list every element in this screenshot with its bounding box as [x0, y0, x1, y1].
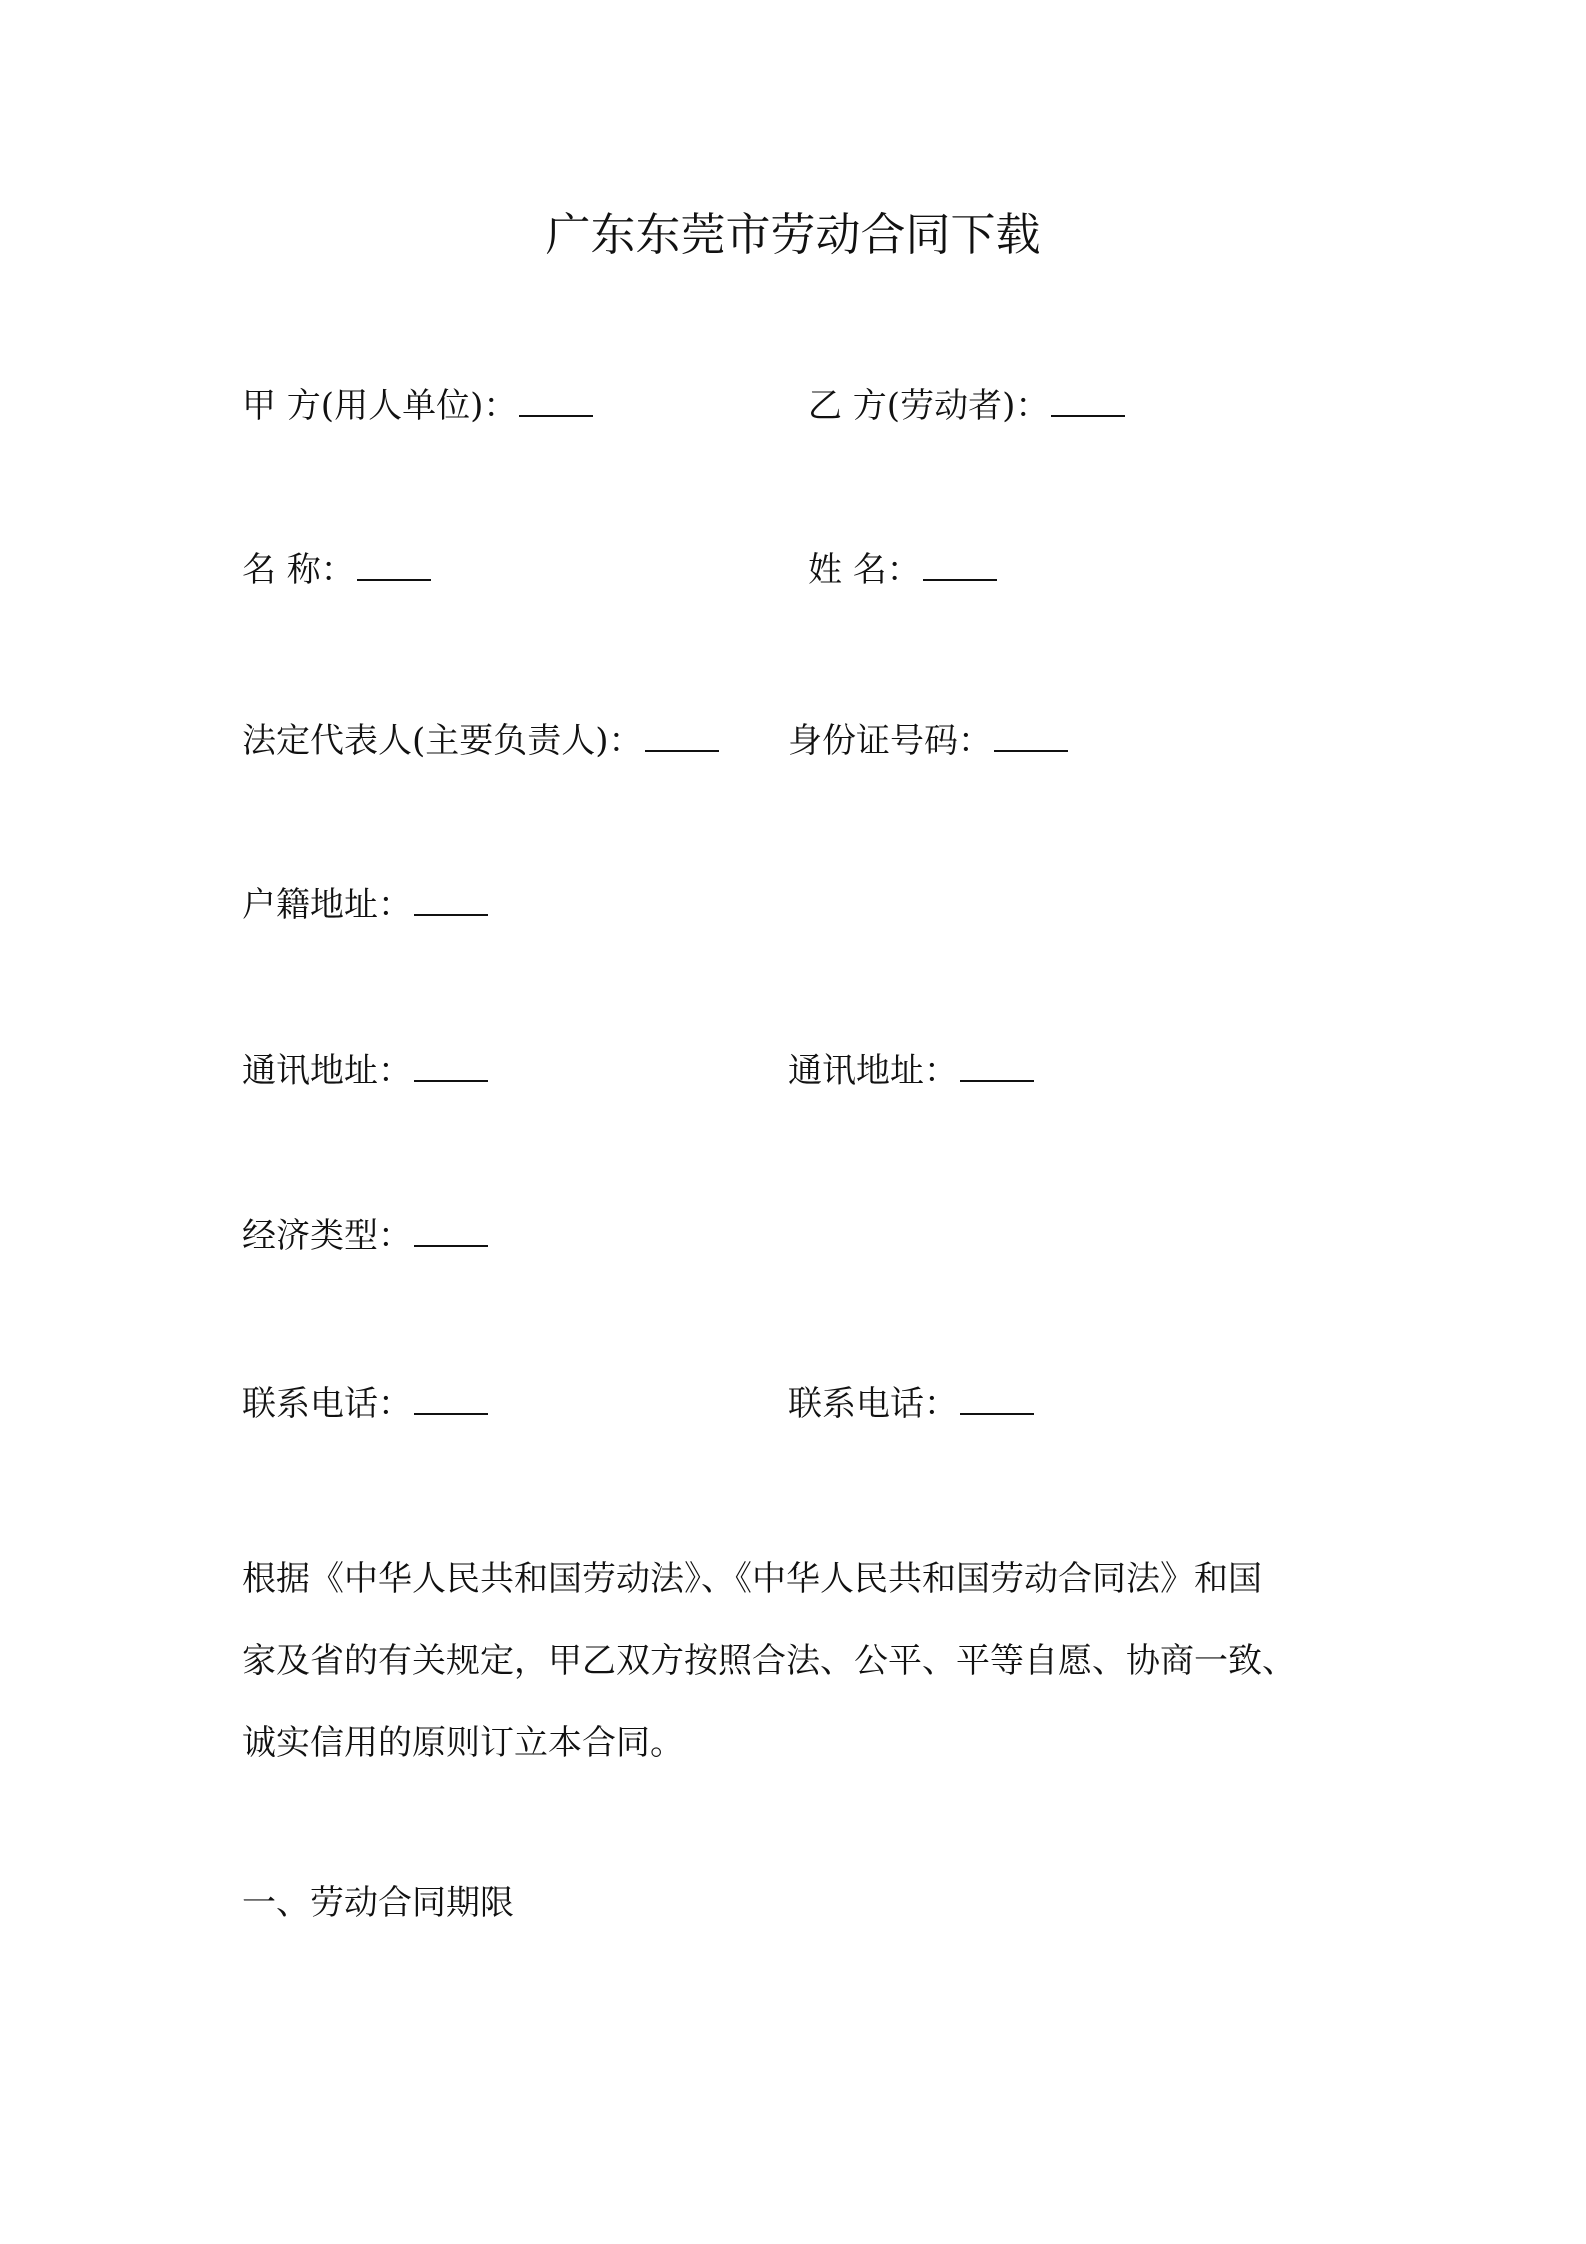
party-b-field — [808, 383, 1125, 429]
mail-address-a-blank[interactable] — [414, 1050, 488, 1082]
legal-rep-label: 法定代表人(主要负责人)： — [242, 721, 643, 761]
mail-address-a-field — [242, 1048, 488, 1094]
employee-name-label: 姓 名： — [808, 550, 921, 590]
party-b-blank[interactable] — [1051, 385, 1125, 417]
id-number-field — [788, 718, 1068, 764]
document-title: 广东东莞市劳动合同下载 — [545, 208, 1041, 261]
id-number-label: 身份证号码： — [788, 721, 992, 761]
mail-address-b-blank[interactable] — [960, 1050, 1034, 1082]
id-number-blank[interactable] — [994, 720, 1068, 752]
party-b-label: 乙 方(劳动者)： — [808, 386, 1050, 426]
household-address-label: 户籍地址： — [242, 885, 412, 925]
household-address-field — [242, 882, 488, 928]
intro-line-2: 家及省的有关规定，甲乙双方按照合法、公平、平等自愿、协商一致、 — [242, 1641, 1296, 1681]
mail-address-b-field — [788, 1048, 1034, 1094]
employee-name-field — [808, 547, 997, 593]
legal-rep-field — [242, 718, 719, 764]
economic-type-field — [242, 1213, 488, 1259]
intro-line-3: 诚实信用的原则订立本合同。 — [242, 1723, 684, 1763]
phone-b-blank[interactable] — [960, 1383, 1034, 1415]
company-name-field — [242, 547, 431, 593]
phone-a-label: 联系电话： — [242, 1384, 412, 1424]
intro-paragraph — [242, 1538, 1382, 1784]
employee-name-blank[interactable] — [923, 549, 997, 581]
economic-type-blank[interactable] — [414, 1215, 488, 1247]
phone-a-field — [242, 1381, 488, 1427]
section-heading-term: 一、劳动合同期限 — [242, 1883, 514, 1923]
intro-line-1: 根据《中华人民共和国劳动法》、《中华人民共和国劳动合同法》和国 — [242, 1559, 1262, 1599]
mail-address-b-label: 通讯地址： — [788, 1051, 958, 1091]
party-a-label: 甲 方(用人单位)： — [242, 386, 518, 426]
party-a-blank[interactable] — [519, 385, 593, 417]
phone-a-blank[interactable] — [414, 1383, 488, 1415]
legal-rep-blank[interactable] — [645, 720, 719, 752]
company-name-label: 名 称： — [242, 550, 355, 590]
economic-type-label: 经济类型： — [242, 1216, 412, 1256]
mail-address-a-label: 通讯地址： — [242, 1051, 412, 1091]
phone-b-field — [788, 1381, 1034, 1427]
household-address-blank[interactable] — [414, 884, 488, 916]
company-name-blank[interactable] — [357, 549, 431, 581]
party-a-field — [242, 383, 593, 429]
phone-b-label: 联系电话： — [788, 1384, 958, 1424]
